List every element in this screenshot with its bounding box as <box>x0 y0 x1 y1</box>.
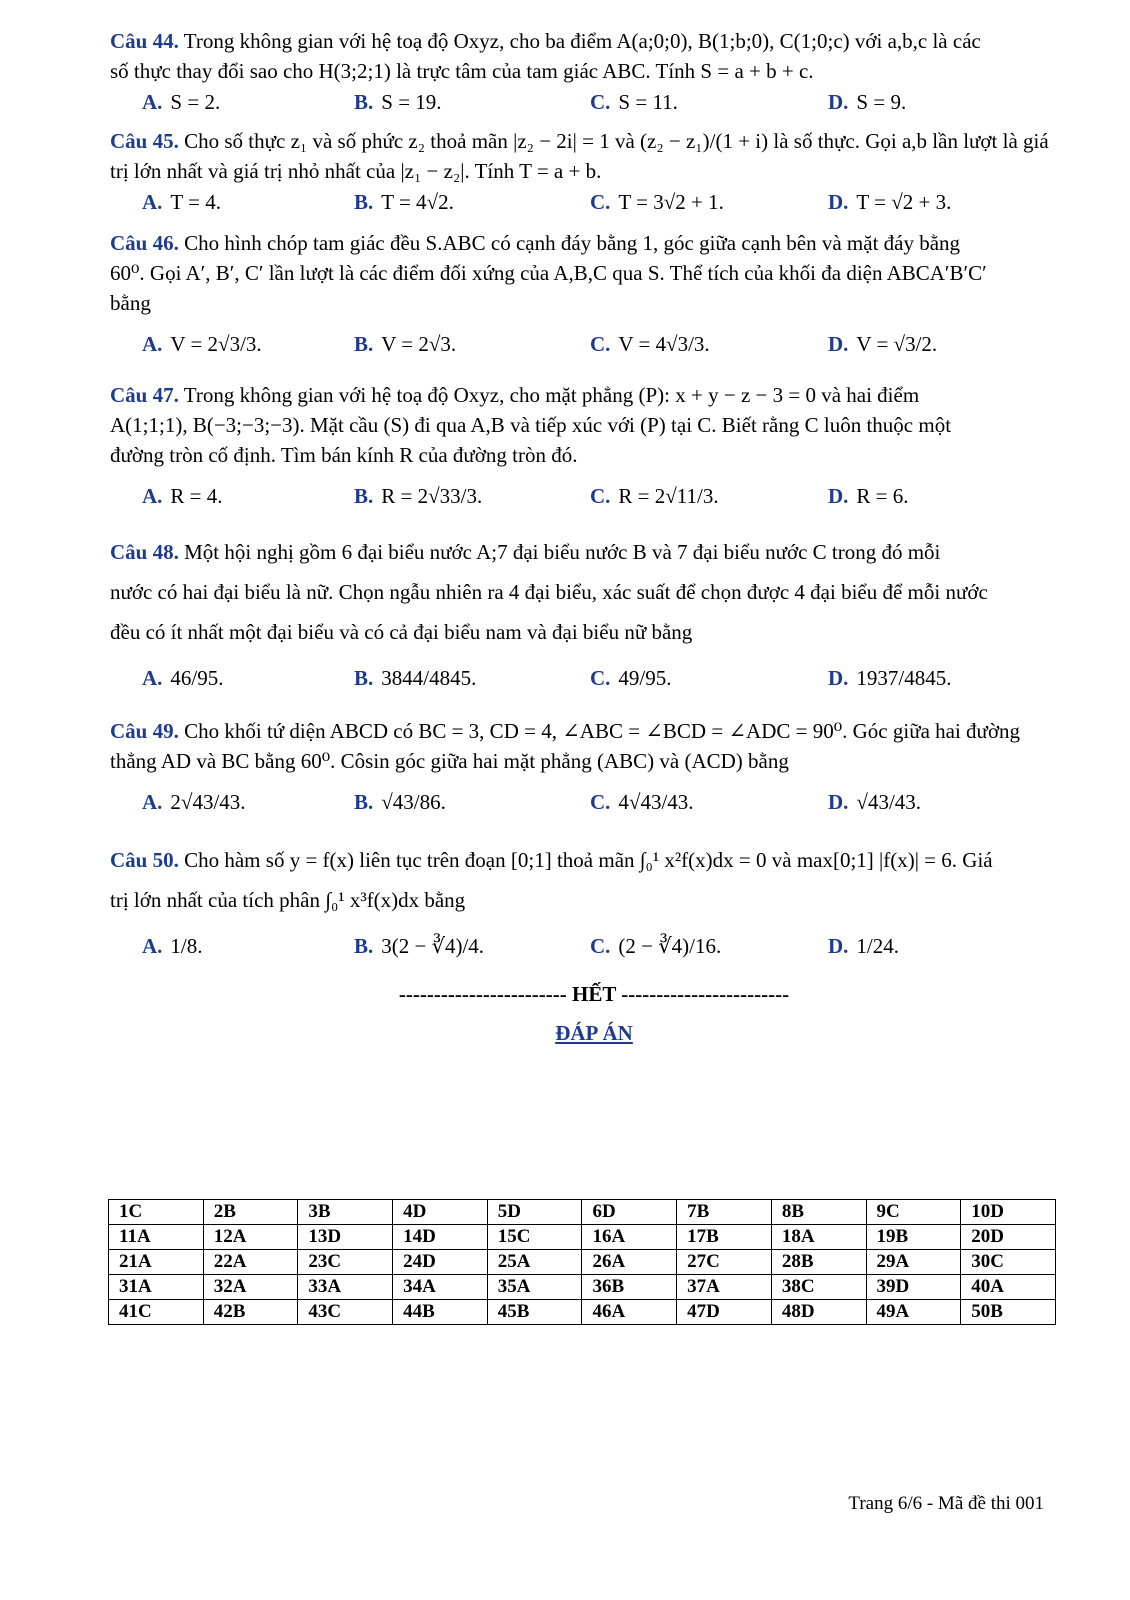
answer-row <box>109 1200 1056 1225</box>
answer-options <box>110 90 1078 124</box>
answer-table <box>108 1199 1056 1325</box>
question-text: trị lớn nhất của tích phân ∫₀¹ x³f(x)dx bằng <box>110 888 466 912</box>
question-text-line <box>110 532 1078 572</box>
option-b <box>354 484 482 509</box>
question-text: đường tròn cố định. Tìm bán kính R của đường tròn đó. <box>110 443 578 467</box>
answer-cell: 27C <box>677 1250 772 1275</box>
question-text-line <box>110 840 1078 880</box>
answer-cell: 4D <box>393 1200 488 1225</box>
question-text-line <box>110 410 1078 440</box>
option-c <box>590 666 672 691</box>
option-label: A. <box>142 332 163 356</box>
option-label: C. <box>590 484 611 508</box>
answer-cell: 32A <box>203 1275 298 1300</box>
question-50 <box>110 840 1078 976</box>
answer-cell: 28B <box>771 1250 866 1275</box>
option-b <box>354 90 442 115</box>
question-number: Câu 48. <box>110 540 179 564</box>
option-d <box>828 790 921 815</box>
answer-cell: 11A <box>109 1225 204 1250</box>
exam-page <box>110 26 1078 1046</box>
option-d <box>828 332 937 357</box>
question-text-line <box>110 288 1078 318</box>
page-footer: Trang 6/6 - Mã đề thi 001 <box>848 1493 1044 1514</box>
question-text: Trong không gian với hệ toạ độ Oxyz, cho mặt phẳng (P): x + y − z − 3 = 0 và hai điểm <box>183 383 920 407</box>
option-value: √43/43. <box>856 790 922 814</box>
option-value: 3844/4845. <box>381 666 477 690</box>
option-value: 3(2 − ∛4)/4. <box>381 934 485 958</box>
answer-cell: 12A <box>203 1225 298 1250</box>
option-label: B. <box>354 90 374 114</box>
option-label: B. <box>354 934 374 958</box>
question-48 <box>110 532 1078 708</box>
answer-cell: 13D <box>298 1225 393 1250</box>
answer-cell: 2B <box>203 1200 298 1225</box>
question-text: Cho số thực z₁ và số phức z₂ thoả mãn |z₂ − 2i| = 1 và (z₂ − z₁)/(1 + i) là số thực. Gọi a,b lần lượt là giá <box>184 129 1049 153</box>
answer-cell: 18A <box>771 1225 866 1250</box>
answer-cell: 48D <box>771 1300 866 1325</box>
question-text: trị lớn nhất và giá trị nhỏ nhất của |z₁ − z₂|. Tính T = a + b. <box>110 159 602 183</box>
option-label: C. <box>590 332 611 356</box>
option-a <box>142 90 220 115</box>
option-d <box>828 666 952 691</box>
option-value: 46/95. <box>170 666 224 690</box>
answer-cell: 3B <box>298 1200 393 1225</box>
option-label: D. <box>828 332 849 356</box>
option-label: B. <box>354 332 374 356</box>
answer-cell: 30C <box>961 1250 1056 1275</box>
question-text: Trong không gian với hệ toạ độ Oxyz, cho ba điểm A(a;0;0), B(1;b;0), C(1;0;c) với a,b,c là các <box>183 29 981 53</box>
option-label: B. <box>354 484 374 508</box>
option-label: C. <box>590 934 611 958</box>
answer-cell: 34A <box>393 1275 488 1300</box>
answer-cell: 44B <box>393 1300 488 1325</box>
option-label: D. <box>828 484 849 508</box>
option-b <box>354 790 446 815</box>
answer-cell: 17B <box>677 1225 772 1250</box>
option-label: A. <box>142 90 163 114</box>
answer-cell: 25A <box>487 1250 582 1275</box>
question-text-line <box>110 26 1078 56</box>
option-value: T = 3√2 + 1. <box>618 190 724 214</box>
option-c <box>590 790 694 815</box>
option-value: S = 2. <box>170 90 221 114</box>
option-a <box>142 484 223 509</box>
answer-cell: 22A <box>203 1250 298 1275</box>
answer-options <box>110 474 1078 526</box>
option-label: B. <box>354 790 374 814</box>
answer-cell: 47D <box>677 1300 772 1325</box>
option-label: D. <box>828 934 849 958</box>
option-a <box>142 190 221 215</box>
option-value: 4√43/43. <box>618 790 694 814</box>
answer-cell: 1C <box>109 1200 204 1225</box>
option-value: V = 4√3/3. <box>618 332 710 356</box>
answer-row <box>109 1225 1056 1250</box>
answer-cell: 16A <box>582 1225 677 1250</box>
question-text-line <box>110 156 1078 186</box>
question-49 <box>110 716 1078 832</box>
answer-cell: 9C <box>866 1200 961 1225</box>
question-text-line <box>110 746 1078 776</box>
option-label: B. <box>354 666 374 690</box>
question-text: A(1;1;1), B(−3;−3;−3). Mặt cầu (S) đi qua A,B và tiếp xúc với (P) tại C. Biết rằng C luôn thuộc một <box>110 413 952 437</box>
answer-cell: 8B <box>771 1200 866 1225</box>
answer-options <box>110 924 1078 976</box>
answer-cell: 7B <box>677 1200 772 1225</box>
question-46 <box>110 228 1078 374</box>
question-text-line <box>110 440 1078 470</box>
question-text-line <box>110 612 1078 652</box>
option-label: C. <box>590 90 611 114</box>
option-c <box>590 934 721 959</box>
question-number: Câu 47. <box>110 383 179 407</box>
answer-cell: 5D <box>487 1200 582 1225</box>
option-d <box>828 484 909 509</box>
question-text: 60⁰. Gọi A′, B′, C′ lần lượt là các điểm đối xứng của A,B,C qua S. Thể tích của khối đa diện ABCA′B′C′ <box>110 261 987 285</box>
question-number: Câu 50. <box>110 848 179 872</box>
question-text: Cho hình chóp tam giác đều S.ABC có cạnh đáy bằng 1, góc giữa cạnh bên và mặt đáy bằng <box>184 231 961 255</box>
answer-cell: 50B <box>961 1300 1056 1325</box>
answer-cell: 38C <box>771 1275 866 1300</box>
option-value: 1937/4845. <box>856 666 952 690</box>
option-label: A. <box>142 484 163 508</box>
option-c <box>590 90 678 115</box>
option-value: T = 4. <box>170 190 221 214</box>
answer-cell: 15C <box>487 1225 582 1250</box>
answer-cell: 21A <box>109 1250 204 1275</box>
answer-cell: 33A <box>298 1275 393 1300</box>
answer-cell: 10D <box>961 1200 1056 1225</box>
option-a <box>142 790 246 815</box>
option-b <box>354 666 476 691</box>
question-text-line <box>110 56 1078 86</box>
question-number: Câu 49. <box>110 719 179 743</box>
option-label: A. <box>142 934 163 958</box>
option-d <box>828 190 951 215</box>
option-label: C. <box>590 666 611 690</box>
option-value: T = 4√2. <box>381 190 454 214</box>
option-b <box>354 934 484 959</box>
end-divider: ------------------------ HẾT ------------------------ <box>398 982 790 1006</box>
answer-cell: 41C <box>109 1300 204 1325</box>
answer-cell: 20D <box>961 1225 1056 1250</box>
question-text: bằng <box>110 291 151 315</box>
answer-cell: 19B <box>866 1225 961 1250</box>
answer-cell: 40A <box>961 1275 1056 1300</box>
answer-cell: 42B <box>203 1300 298 1325</box>
option-label: C. <box>590 790 611 814</box>
option-value: 49/95. <box>618 666 672 690</box>
question-text-line <box>110 880 1078 920</box>
option-value: (2 − ∛4)/16. <box>618 934 722 958</box>
question-number: Câu 45. <box>110 129 179 153</box>
question-number: Câu 44. <box>110 29 179 53</box>
option-value: 2√43/43. <box>170 790 246 814</box>
answer-cell: 49A <box>866 1300 961 1325</box>
question-44 <box>110 26 1078 124</box>
option-label: A. <box>142 790 163 814</box>
question-text-line <box>110 380 1078 410</box>
question-text-line <box>110 228 1078 258</box>
option-d <box>828 934 899 959</box>
answer-row <box>109 1300 1056 1325</box>
option-value: V = √3/2. <box>856 332 938 356</box>
answer-cell: 6D <box>582 1200 677 1225</box>
question-number: Câu 46. <box>110 231 179 255</box>
answer-options <box>110 322 1078 374</box>
question-text: Cho khối tứ diện ABCD có BC = 3, CD = 4, ∠ABC = ∠BCD = ∠ADC = 90⁰. Góc giữa hai đường <box>184 719 1021 743</box>
option-label: B. <box>354 190 374 214</box>
question-text-line <box>110 258 1078 288</box>
option-value: R = 2√33/3. <box>381 484 483 508</box>
option-value: V = 2√3/3. <box>170 332 262 356</box>
option-value: R = 6. <box>856 484 909 508</box>
question-text: nước có hai đại biểu là nữ. Chọn ngẫu nhiên ra 4 đại biểu, xác suất để chọn được 4 đại biểu để mỗi nước <box>110 580 988 604</box>
answer-options <box>110 780 1078 832</box>
answer-cell: 31A <box>109 1275 204 1300</box>
answer-cell: 39D <box>866 1275 961 1300</box>
option-a <box>142 934 203 959</box>
answer-cell: 37A <box>677 1275 772 1300</box>
option-value: S = 19. <box>381 90 442 114</box>
question-45 <box>110 126 1078 224</box>
option-c <box>590 332 710 357</box>
question-text: số thực thay đổi sao cho H(3;2;1) là trực tâm của tam giác ABC. Tính S = a + b + c. <box>110 59 814 83</box>
option-value: R = 2√11/3. <box>618 484 719 508</box>
answer-row <box>109 1275 1056 1300</box>
option-c <box>590 484 719 509</box>
option-value: R = 4. <box>170 484 223 508</box>
option-value: √43/86. <box>381 790 446 814</box>
option-value: S = 11. <box>618 90 678 114</box>
question-text: Một hội nghị gồm 6 đại biểu nước A;7 đại biểu nước B và 7 đại biểu nước C trong đó mỗi <box>184 540 941 564</box>
option-value: 1/8. <box>170 934 203 958</box>
question-text: Cho hàm số y = f(x) liên tục trên đoạn [0;1] thoả mãn ∫₀¹ x²f(x)dx = 0 và max[0;1] |f(x)| = 6. Giá <box>184 848 993 872</box>
answer-cell: 36B <box>582 1275 677 1300</box>
option-value: T = √2 + 3. <box>856 190 952 214</box>
answer-cell: 43C <box>298 1300 393 1325</box>
question-text-line <box>110 716 1078 746</box>
question-47 <box>110 380 1078 526</box>
option-value: S = 9. <box>856 90 907 114</box>
answer-cell: 46A <box>582 1300 677 1325</box>
answer-cell: 23C <box>298 1250 393 1275</box>
option-label: D. <box>828 790 849 814</box>
answer-row <box>109 1250 1056 1275</box>
option-label: A. <box>142 190 163 214</box>
option-a <box>142 666 224 691</box>
answer-cell: 35A <box>487 1275 582 1300</box>
option-label: D. <box>828 190 849 214</box>
question-text-line <box>110 572 1078 612</box>
option-b <box>354 332 456 357</box>
answer-cell: 24D <box>393 1250 488 1275</box>
option-value: V = 2√3. <box>381 332 457 356</box>
answer-cell: 29A <box>866 1250 961 1275</box>
option-label: D. <box>828 90 849 114</box>
option-c <box>590 190 724 215</box>
option-label: A. <box>142 666 163 690</box>
option-d <box>828 90 906 115</box>
question-text: thẳng AD và BC bằng 60⁰. Côsin góc giữa hai mặt phẳng (ABC) và (ACD) bằng <box>110 749 789 773</box>
option-value: 1/24. <box>856 934 900 958</box>
answer-cell: 14D <box>393 1225 488 1250</box>
option-a <box>142 332 262 357</box>
option-label: C. <box>590 190 611 214</box>
option-label: D. <box>828 666 849 690</box>
answer-options <box>110 190 1078 224</box>
answers-title: ĐÁP ÁN <box>555 1021 633 1045</box>
answer-options <box>110 656 1078 708</box>
question-text-line <box>110 126 1078 156</box>
option-b <box>354 190 454 215</box>
answer-cell: 45B <box>487 1300 582 1325</box>
answer-cell: 26A <box>582 1250 677 1275</box>
question-text: đều có ít nhất một đại biểu và có cả đại biểu nam và đại biểu nữ bằng <box>110 620 693 644</box>
